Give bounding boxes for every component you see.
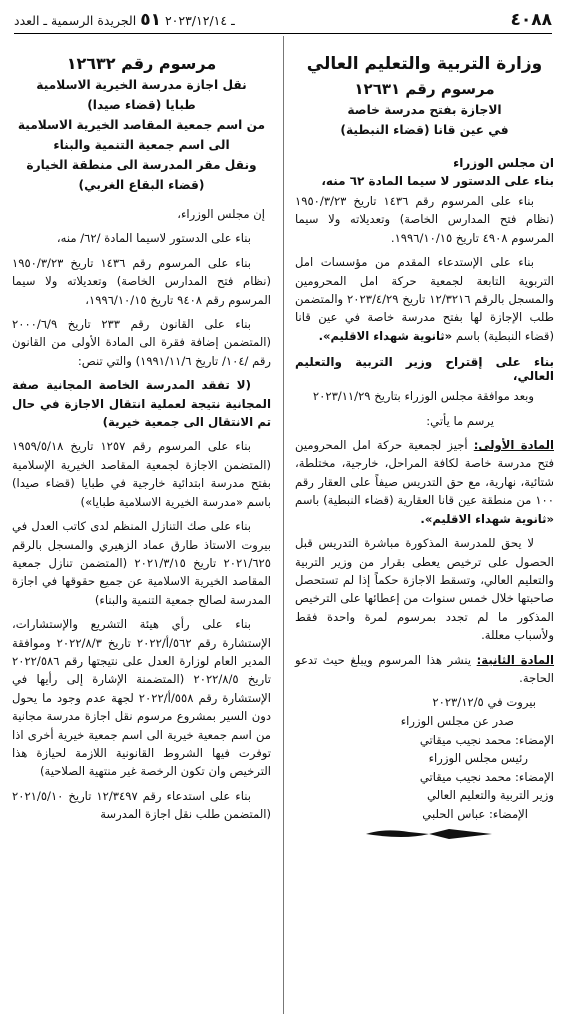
constitution-basis: بناء على الدستور لا سيما المادة ٦٢ منه، [321, 174, 554, 188]
subject-line: (قضاء البقاع الغربي) [78, 178, 205, 192]
minister-title: وزير التربية والتعليم العالي [426, 788, 554, 803]
school-name: «ثانوية شهداء الاقليم». [318, 328, 453, 343]
basis-paragraph: بناء على استدعاء رقم ١٢/٣٤٩٧ تاريخ ٢٠٢١/٥/١٠ (المتضمن طلب نقل اجازة المدرسة [12, 788, 271, 822]
signature-1: الإمضاء: محمد نجيب ميقاتي [419, 732, 554, 747]
approval-line: وبعد موافقة مجلس الوزراء بتاريخ ٢٠٢٣/١١/٢٩ [312, 389, 534, 404]
decree-subject-line-2: في عين قانا (قضاء النبطية) [340, 123, 509, 137]
page-number: ٤٠٨٨ [510, 10, 552, 30]
constitution-basis-2: بناء على الدستور لاسيما المادة /٦٢/ منه، [56, 231, 251, 246]
basis-paragraph: بناء على القانون رقم ٢٣٣ تاريخ ٢٠٠٠/٦/٩ (المتضمن إضافة فقرة الى المادة الأولى من القانون رقم /١٠٤/ تاريخ ١٩٩١/١١/٦) والتي تنص: [12, 317, 271, 368]
article-1-paragraph-2: لا يحق للمدرسة المذكورة مباشرة التدريس قبل الحصول على ترخيص يعطى بقرار من وزير التربية والتعليم العالي، وتسقط الاجازة حكماً إذا لم تستحصل صاحبتها خلال خمس سنوات من إعطائها على الترخيص المذكور ما لم تجدد بمرسوم لمرة واحدة فقط ولأسباب معللة. [295, 536, 554, 643]
article-1-school-name: «ثانوية شهداء الاقليم». [420, 511, 554, 526]
basis-text: بناء على الإستدعاء المقدم من مؤسسات امل التربوية التابعة لجمعية حركة امل المحرومين والمسجل بالرقم ١٢/٣٢١٦ تاريخ ٢٠٢٣/٤/٢٩ والمتضمن طلب الإجازة لها بفتح مدرسة خاصة في عين قانا (قضاء النبطية) باسم [295, 255, 554, 343]
column-divider [283, 36, 284, 1014]
signature-3: الإمضاء: عباس الحلبي [422, 806, 528, 821]
subject-line: ونقل مقر المدرسة الى منطقة الخيارة [26, 158, 257, 172]
pm-title: رئيس مجلس الوزراء [428, 751, 528, 766]
end-flourish-icon [364, 826, 494, 842]
quoted-provision: (لا تفقد المدرسة الخاصة المجانية صفة المجانية نتيجة لعملية انتقال الاجازة في حال تم الانتقال الى جمعية خيرية) [12, 378, 271, 430]
issue-date: ـ ٢٠٢٣/١٢/١٤ [164, 13, 235, 28]
article-2-text: ينشر هذا المرسوم ويبلغ حيث تدعو الحاجة. [295, 652, 554, 685]
journal-name: الجريدة الرسمية ـ العدد [14, 13, 137, 28]
journal-issue-line [14, 10, 235, 30]
decree-number: مرسوم رقم ١٢٦٣١ [354, 80, 495, 98]
decrees-line: يرسم ما يأتي: [426, 413, 494, 428]
place-date: بيروت في ٢٠٢٣/١٢/٥ [432, 695, 536, 710]
subject-line: نقل اجازة مدرسة الخيرية الاسلامية [36, 78, 247, 92]
article-2-label: المادة الثانية: [476, 652, 555, 667]
issue-number: ٥١ [140, 10, 161, 30]
left-column [12, 36, 271, 1014]
basis-paragraph: بناء على المرسوم رقم ١٤٣٦ تاريخ ١٩٥٠/٣/٢٣ (نظام فتح المدارس الخاصة) وتعديلاته ولا سيما المرسوم رقم ٩٤٠٨ تاريخ ١٩٩٦/١٠/١٥، [12, 255, 271, 307]
issued-by: صدر عن مجلس الوزراء [400, 713, 514, 728]
basis-paragraph: بناء على رأي هيئة التشريع والإستشارات، الإستشارة رقم ٥٦٢/أ/٢٠٢٢ تاريخ ٢٠٢٢/٨/٣ وموافقة المدير العام لوزارة العدل على نتيجتها رقم ٢٠٢٢/٥٨٦ تاريخ ٢٠٢٢/٨/٥ (المتضمنة الإشارة إلى رأيها في الإستشارة رقم ٥٥٨/أ/٢٠٢٢ لجهة عدم وجود ما يحول دون السير بمشروع مرسوم نقل اجازة مدرسة مجانية من اسم جمعية خيرية الى اسم جمعية خيرية أخرى اذا توفرت فيها الشروط القانونية اللازمة لحيازة هذا الترخيص وان تكون الرخصة غير منتهية الصلاحية) [12, 617, 272, 779]
signature-2: الإمضاء: محمد نجيب ميقاتي [419, 769, 554, 784]
right-column [295, 36, 554, 1014]
page-header [14, 8, 552, 34]
basis-paragraph: بناء على المرسوم رقم ١٤٣٦ تاريخ ١٩٥٠/٣/٢٣ (نظام فتح المدارس الخاصة) وتعديلاته ولا سيما المرسوم ٤٩٠٨ تاريخ ١٩٩٦/١٠/١٥. [295, 194, 554, 245]
basis-paragraph: بناء على صك التنازل المنظم لدى كاتب العدل في بيروت الاستاذ طارق عماد الزهيري والمسجل بالرقم ٢٠٢١/٦٢٥ تاريخ ٢٠٢١/٣/١٥ (المتضمن تنازل جمعية المقاصد الخيرية الاسلامية عن جميع حقوقها في اجازة المدرسة لصالح جمعية التنمية والبناء) [12, 519, 271, 607]
council-intro: ان مجلس الوزراء [453, 156, 554, 170]
subject-line: من اسم جمعية المقاصد الخيرية الاسلامية [17, 118, 266, 132]
article-1 [295, 436, 554, 528]
article-1-label: المادة الأولى: [473, 438, 554, 453]
decree-subject-line-1: الاجازة بفتح مدرسة خاصة [347, 103, 502, 117]
council-intro-2: إن مجلس الوزراء، [177, 207, 265, 221]
decree-number-2: مرسوم رقم ١٢٦٣٢ [66, 54, 217, 73]
subject-line: طبايا (قضاء صيدا) [87, 98, 196, 112]
article-1-text: أجيز لجمعية حركة امل المحرومين فتح مدرسة خاصة لكافة المراحل، خارجية، مختلطة، شتائية، نهارية، مع حق التدريس صيفاً على العقار رقم ١٠٠ من منطقة عين قانا العقارية (قضاء النبطية) باسم [295, 438, 554, 508]
ministry-title: وزارة التربية والتعليم العالي [306, 54, 543, 74]
basis-paragraph: بناء على المرسوم رقم ١٢٥٧ تاريخ ١٩٥٩/٥/١٨ (المتضمن الاجازة لجمعية المقاصد الخيرية الإسلامية بفتح مدرسة ابتدائية خارجية في طبايا (قضاء صيدا) باسم «مدرسة الخيرية الاسلامية طبايا») [12, 439, 271, 509]
subject-line: الى اسم جمعية التنمية والبناء [53, 138, 230, 152]
article-2 [295, 651, 554, 688]
basis-paragraph [295, 253, 554, 345]
proposal-line: بناء على إقتراح وزير التربية والتعليم العالي، [295, 355, 554, 384]
